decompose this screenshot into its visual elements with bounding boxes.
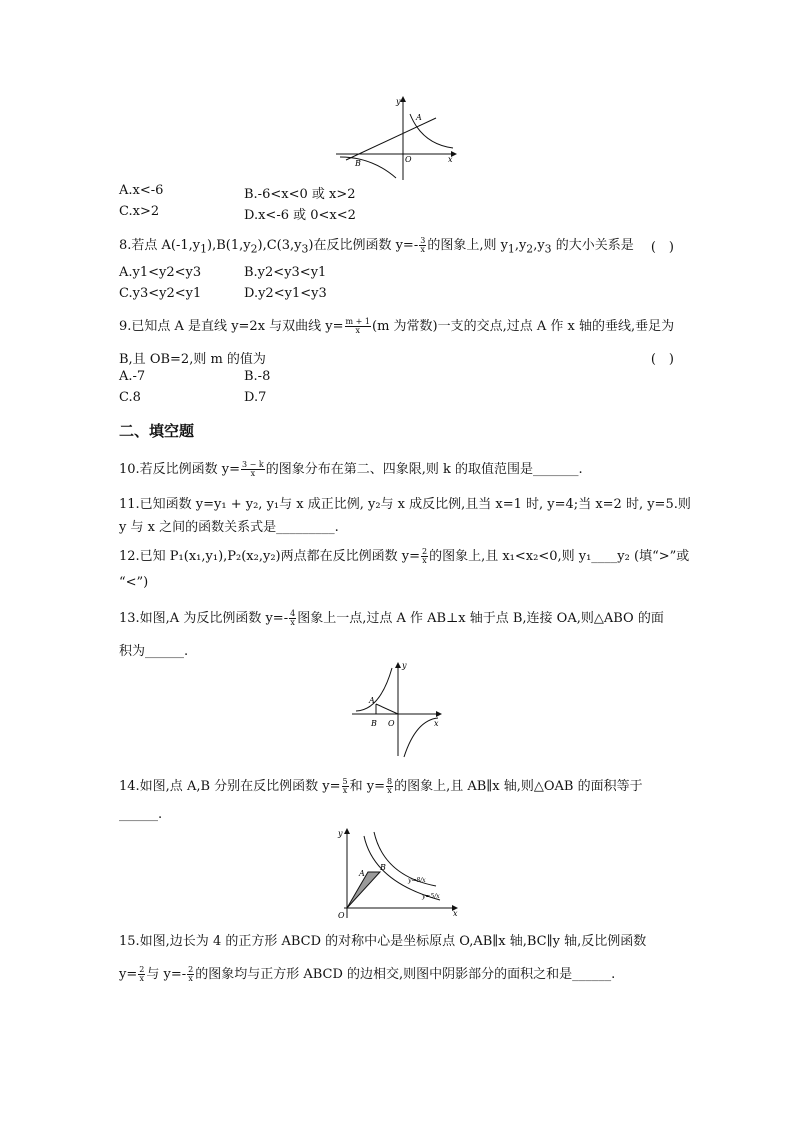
x-axis-arrow (436, 711, 442, 717)
q13-stem-line2: 积为______. (119, 644, 189, 659)
fraction: $\frac{8}{x}$ (386, 777, 393, 795)
q12-stem: 12.已知 P₁(x₁,y₁),P₂(x₂,y₂)两点都在反比例函数 y= $\frac{2}{x}$ 的图象上,且 x₁<x₂<0,则 y₁____y₂ (填“>”或 (119, 547, 690, 565)
curve-y-8-over-x (374, 832, 436, 886)
q8-answer-paren[interactable]: ( ) (650, 240, 674, 255)
q8-option-d[interactable]: D.y2<y1<y3 (244, 286, 327, 301)
label-origin: O (405, 155, 412, 164)
q7-option-c[interactable]: C.x>2 (119, 204, 160, 219)
q12-stem-line2: “<”) (119, 575, 149, 590)
fraction: $\frac{2}{x}$ (188, 965, 194, 983)
q9-stem-line2: B,且 OB=2,则 m 的值为 (119, 352, 266, 367)
q8-stem: 8.若点 $A(-1,y_1),B(1,y_2),C(3,y_3)$在反比例函数 y=- $\frac{3}{x}$ 的图象上,则 $y_1,y_2,y_3$ 的大小关系是 (119, 236, 634, 256)
fraction: $\frac{m + 1}{x}$ (345, 317, 370, 335)
q9-stem-line1: 9.已知点 A 是直线 y=2x 与双曲线 y= $\frac{m + 1}{x}$ (m 为常数)一支的交点,过点 A 作 x 轴的垂线,垂足为 (119, 317, 675, 335)
q9-option-a[interactable]: A.-7 (119, 369, 146, 384)
fraction: $\frac{5}{x}$ (342, 777, 348, 795)
fraction: $\frac{2}{x}$ (421, 547, 428, 565)
label-b: B (371, 719, 377, 728)
label-x: x (448, 155, 453, 164)
figure-two-hyperbolas (336, 826, 461, 922)
q9-option-c[interactable]: C.8 (119, 390, 141, 405)
label-x: x (434, 719, 439, 728)
curve-y-5-over-x (364, 836, 440, 900)
fraction: $\frac{2}{x}$ (139, 965, 145, 983)
q15-stem-line1: 15.如图,边长为 4 的正方形 ABCD 的对称中心是坐标原点 O,AB∥x 轴,BC∥y 轴,反比例函数 (119, 934, 647, 949)
label-a: A (416, 113, 422, 122)
segment-oa (376, 704, 398, 714)
q11-stem-line1: 11.已知函数 y=y₁ + y₂, y₁与 x 成正比例, y₂与 x 成反比例,且当 x=1 时, y=4;当 x=2 时, y=5.则 (119, 497, 691, 512)
label-origin: O (338, 911, 345, 920)
label-a: A (359, 869, 365, 878)
q14-stem-line2: ______. (119, 807, 163, 822)
q9-answer-paren[interactable]: ( ) (650, 352, 674, 367)
hyperbola-branch-right (404, 718, 438, 757)
q10-stem: 10.若反比例函数 y= $\frac{3 - k}{x}$ 的图象分布在第二、四象限,则 k 的取值范围是_______. (119, 460, 583, 478)
y-axis-arrow (395, 662, 401, 668)
q8-option-b[interactable]: B.y2<y3<y1 (244, 265, 327, 280)
q7-option-b[interactable]: B.-6<x<0 或 x>2 (244, 187, 356, 202)
q8-option-a[interactable]: A.y1<y2<y3 (119, 265, 202, 280)
label-b: B (380, 863, 386, 872)
label-y: y (396, 97, 401, 106)
figure-line-hyperbola (336, 96, 456, 184)
q8-option-c[interactable]: C.y3<y2<y1 (119, 286, 202, 301)
q7-option-a[interactable]: A.x<-6 (119, 183, 164, 198)
label-y-visible: y (402, 661, 407, 670)
label-origin: O (388, 719, 395, 728)
figure-hyperbola-triangle (352, 660, 442, 760)
curve-label-5: y=5/x (422, 893, 440, 900)
q15-stem-line2: y= $\frac{2}{x}$ 与 y=- $\frac{2}{x}$ 的图象均与正方形 ABCD 的边相交,则图中阴影部分的面积之和是______. (119, 965, 616, 983)
curve-label-8: y=8/x (408, 877, 426, 884)
q14-stem: 14.如图,点 A,B 分别在反比例函数 y= $\frac{5}{x}$ 和 y= $\frac{8}{x}$ 的图象上,且 AB∥x 轴,则△OAB 的面积等于 (119, 777, 643, 795)
label-b: B (355, 159, 361, 168)
fraction: $\frac{3 - k}{x}$ (242, 460, 264, 478)
fraction: $\frac{4}{x}$ (290, 609, 296, 627)
fraction: $\frac{3}{x}$ (420, 236, 426, 254)
section-title: 二、填空题 (119, 422, 195, 440)
y-axis-arrow (400, 96, 406, 102)
q7-option-d[interactable]: D.x<-6 或 0<x<2 (244, 208, 356, 223)
q13-stem: 13.如图,A 为反比例函数 y=- $\frac{4}{x}$ 图象上一点,过点 A 作 AB⊥x 轴于点 B,连接 OA,则△ABO 的面 (119, 609, 664, 627)
label-x: x (453, 909, 458, 918)
y-axis-arrow (344, 828, 350, 834)
label-y: y (338, 829, 343, 838)
label-a: A (369, 696, 375, 705)
q11-stem-line2: y 与 x 之间的函数关系式是_________. (119, 520, 339, 535)
q9-option-b[interactable]: B.-8 (244, 369, 271, 384)
hyperbola-branch-left (340, 157, 396, 178)
q9-option-d[interactable]: D.7 (244, 390, 267, 405)
